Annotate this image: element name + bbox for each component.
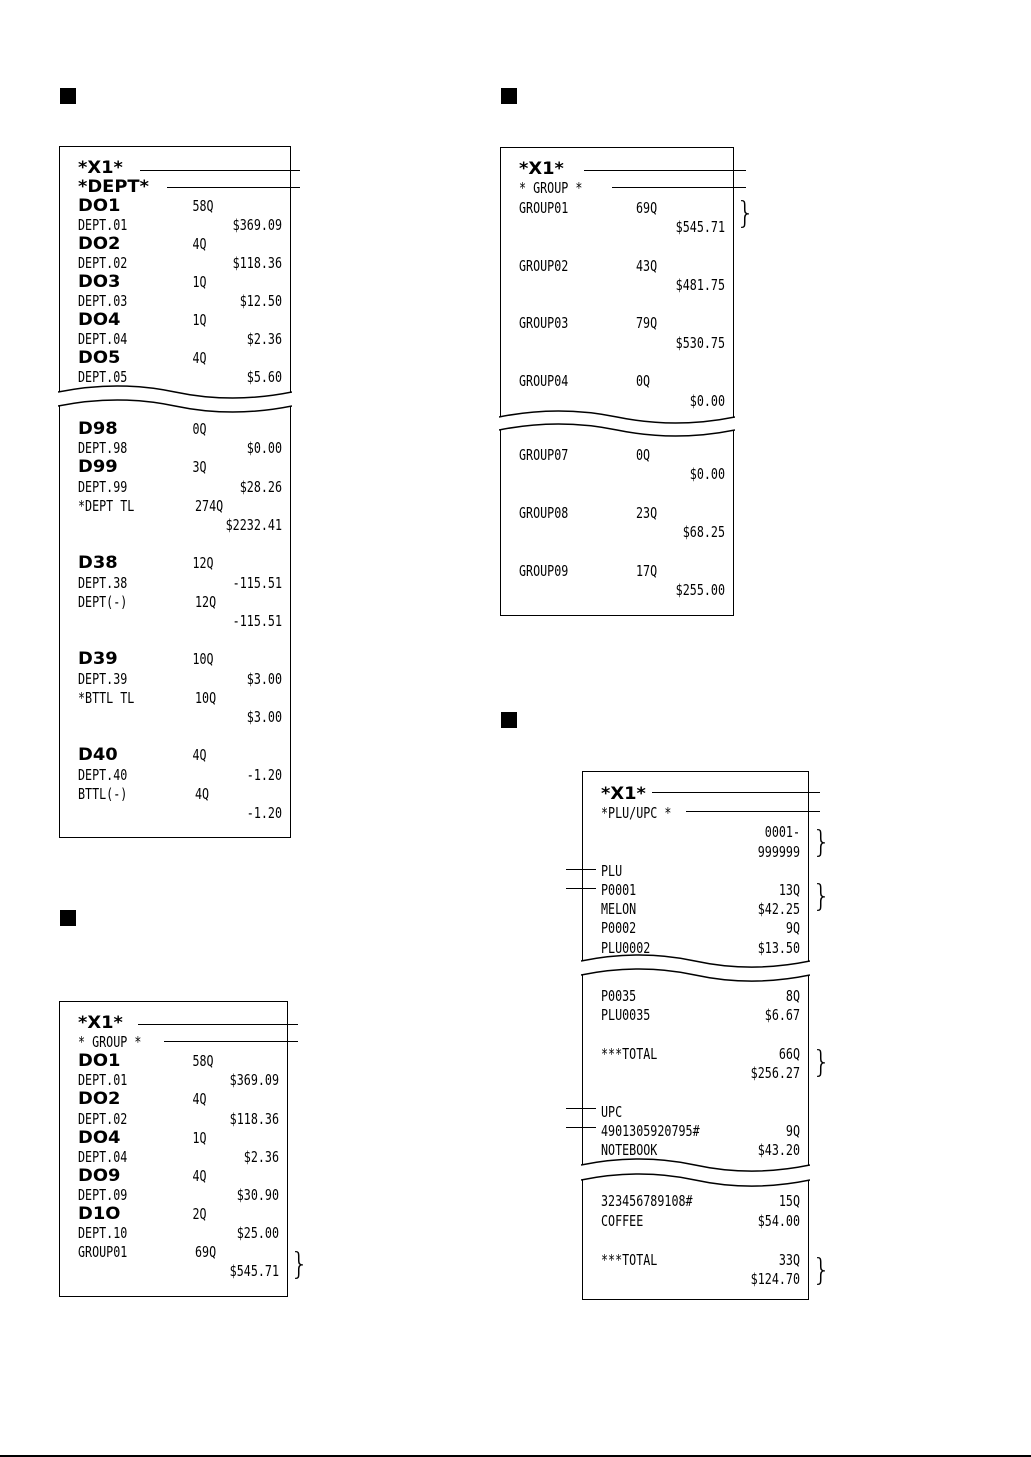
receipt-quantity: 4Q xyxy=(195,784,210,803)
receipt-amount: -1.20 xyxy=(246,804,282,822)
receipt-amount: $5.60 xyxy=(246,368,282,386)
receipt-amount: $369.09 xyxy=(232,216,282,234)
receipt-line xyxy=(601,900,800,919)
receipt-amount: 9Q xyxy=(785,1122,800,1141)
receipt-label: DEPT.39 xyxy=(78,669,128,688)
receipt-amount: 0001- xyxy=(764,823,800,842)
dept-receipt-bottom xyxy=(59,406,291,838)
receipt-line xyxy=(519,523,725,542)
receipt-amount: 15Q xyxy=(778,1192,800,1210)
receipt-label: ***TOTAL xyxy=(601,1250,658,1269)
receipt-label: P0002 xyxy=(601,919,637,938)
receipt-amount: $530.75 xyxy=(675,333,725,352)
receipt-line xyxy=(78,689,282,708)
receipt-line xyxy=(78,1071,279,1090)
receipt-line xyxy=(601,1045,800,1064)
receipt-amount: -115.51 xyxy=(232,612,282,630)
receipt-amount: 33Q xyxy=(778,1250,800,1269)
receipt-amount: 8Q xyxy=(785,987,800,1005)
receipt-label: GROUP07 xyxy=(519,446,569,464)
receipt-line xyxy=(78,330,282,349)
receipt-line xyxy=(78,1167,279,1186)
receipt-line xyxy=(519,543,725,562)
receipt-line xyxy=(601,1212,800,1231)
receipt-label: *BTTL TL xyxy=(78,688,135,707)
receipt-line xyxy=(78,420,282,439)
receipt-line xyxy=(601,1141,800,1160)
receipt-line xyxy=(78,535,282,554)
receipt-amount: $6.67 xyxy=(764,1006,800,1025)
receipt-quantity: 69Q xyxy=(195,1243,217,1262)
receipt-line xyxy=(78,497,282,516)
receipt-amount: $54.00 xyxy=(757,1211,800,1230)
section-marker-group xyxy=(501,88,517,104)
receipt-quantity: 23Q xyxy=(636,503,658,522)
receipt-line xyxy=(519,392,725,411)
receipt-line xyxy=(519,372,725,391)
receipt-line xyxy=(78,1243,279,1262)
receipt-label: BTTL(-) xyxy=(78,784,128,803)
receipt-line xyxy=(78,216,282,235)
receipt-line xyxy=(601,1006,800,1025)
receipt-line xyxy=(519,276,725,295)
brace-icon: } xyxy=(812,879,832,914)
receipt-label: DEPT.38 xyxy=(78,573,128,592)
receipt-label: D1O xyxy=(78,1204,121,1224)
receipt-label: DEPT.03 xyxy=(78,292,128,310)
receipt-label: D40 xyxy=(78,745,118,766)
receipt-label: DEPT.98 xyxy=(78,439,128,458)
receipt-quantity: 79Q xyxy=(636,314,658,333)
receipt-label: DEPT.40 xyxy=(78,765,128,784)
receipt-amount: 9Q xyxy=(785,919,800,938)
receipt-amount: $3.00 xyxy=(246,708,282,726)
receipt-line xyxy=(78,1224,279,1243)
receipt-label: GROUP02 xyxy=(519,256,569,275)
receipt-quantity: 4Q xyxy=(191,349,207,367)
receipt-label: DEPT.01 xyxy=(78,216,128,234)
receipt-line xyxy=(78,368,282,387)
receipt-label: DO9 xyxy=(78,1165,121,1186)
receipt-line xyxy=(78,631,282,650)
receipt-amount: $28.26 xyxy=(239,477,282,496)
receipt-line xyxy=(78,1205,279,1224)
receipt-quantity: 1Q xyxy=(191,273,207,291)
receipt-amount: -1.20 xyxy=(246,765,282,784)
receipt-amount: $43.20 xyxy=(757,1141,800,1160)
receipt-line xyxy=(78,1110,279,1129)
receipt-label: GROUP08 xyxy=(519,503,569,522)
receipt-line xyxy=(519,218,725,237)
receipt-label: DEPT.99 xyxy=(78,477,128,496)
receipt-quantity: 10Q xyxy=(195,688,217,707)
leader-line xyxy=(167,187,300,188)
receipt-line xyxy=(601,1122,800,1141)
receipt-line xyxy=(78,197,282,216)
receipt-amount: $124.70 xyxy=(750,1270,800,1288)
section-marker-dept xyxy=(60,88,76,104)
section-marker-plu xyxy=(501,712,517,728)
receipt-line xyxy=(601,919,800,938)
receipt-label: DO2 xyxy=(78,1089,121,1110)
receipt-line xyxy=(78,554,282,573)
receipt-quantity: 43Q xyxy=(636,256,658,275)
receipt-label: *X1* xyxy=(601,784,646,804)
receipt-line xyxy=(78,1129,279,1148)
receipt-line xyxy=(78,439,282,458)
receipt-label: GROUP09 xyxy=(519,561,569,580)
receipt-line xyxy=(78,708,282,727)
receipt-line xyxy=(601,1084,800,1103)
receipt-label: *X1* xyxy=(78,158,123,178)
receipt-amount: $3.00 xyxy=(246,669,282,688)
receipt-line xyxy=(78,235,282,254)
receipt-label: GROUP01 xyxy=(78,1243,128,1262)
receipt-label: D98 xyxy=(78,419,118,439)
receipt-label: * GROUP * xyxy=(519,179,583,198)
receipt-label: PLU0002 xyxy=(601,938,651,957)
plu-receipt-2 xyxy=(582,975,809,1165)
receipt-label: MELON xyxy=(601,900,637,919)
receipt-quantity: 4Q xyxy=(191,235,207,253)
receipt-line xyxy=(601,987,800,1006)
receipt-amount: $545.71 xyxy=(229,1262,279,1281)
receipt-label: DEPT.09 xyxy=(78,1185,128,1204)
receipt-quantity: 12Q xyxy=(191,554,214,573)
receipt-quantity: 4Q xyxy=(191,1166,207,1185)
receipt-line xyxy=(519,465,725,484)
receipt-label: *X1* xyxy=(78,1013,123,1033)
receipt-amount: $30.90 xyxy=(236,1185,279,1204)
receipt-line xyxy=(78,1186,279,1205)
receipt-label: D99 xyxy=(78,457,118,478)
receipt-label: DEPT.04 xyxy=(78,330,128,348)
receipt-label: DEPT.02 xyxy=(78,1109,128,1128)
receipt-line xyxy=(601,1064,800,1083)
receipt-amount: -115.51 xyxy=(232,573,282,592)
receipt-line xyxy=(519,314,725,333)
receipt-amount: $256.27 xyxy=(750,1064,800,1083)
receipt-line xyxy=(601,881,800,900)
receipt-quantity: 3Q xyxy=(191,458,207,477)
receipt-line xyxy=(78,292,282,311)
receipt-amount: $255.00 xyxy=(675,581,725,600)
receipt-quantity: 0Q xyxy=(191,420,207,438)
brace-icon: } xyxy=(290,1247,310,1282)
receipt-line xyxy=(78,311,282,330)
leader-line xyxy=(566,1127,596,1128)
receipt-label: PLU0035 xyxy=(601,1006,651,1025)
receipt-line xyxy=(78,1090,279,1109)
receipt-quantity: 0Q xyxy=(636,446,651,464)
receipt-amount: $545.71 xyxy=(675,217,725,236)
receipt-label: *X1* xyxy=(519,159,564,179)
receipt-line xyxy=(78,804,282,823)
receipt-amount: $2.36 xyxy=(246,330,282,348)
plu-receipt-1 xyxy=(582,771,809,961)
receipt-label: 323456789108# xyxy=(601,1192,693,1210)
receipt-line xyxy=(78,727,282,746)
receipt-amount: $13.50 xyxy=(757,938,800,957)
receipt-label: DEPT.01 xyxy=(78,1071,128,1090)
receipt-amount: $68.25 xyxy=(682,523,725,542)
receipt-line xyxy=(519,295,725,314)
leader-line xyxy=(566,1108,596,1109)
receipt-line xyxy=(601,1026,800,1045)
receipt-line xyxy=(78,478,282,497)
brace-icon: } xyxy=(812,1253,832,1288)
receipt-label: GROUP04 xyxy=(519,372,569,391)
receipt-amount: $369.09 xyxy=(229,1071,279,1090)
plu-receipt-3 xyxy=(582,1180,809,1300)
leader-line xyxy=(566,869,596,870)
receipt-amount: $118.36 xyxy=(232,254,282,272)
leader-line xyxy=(612,187,746,188)
receipt-line xyxy=(519,257,725,276)
receipt-quantity: 12Q xyxy=(195,592,217,611)
receipt-label: DO1 xyxy=(78,196,121,216)
receipt-line xyxy=(78,670,282,689)
receipt-line xyxy=(78,349,282,368)
dept-receipt-top xyxy=(59,146,291,392)
receipt-quantity: 58Q xyxy=(191,197,214,215)
receipt-label: 4901305920795# xyxy=(601,1122,700,1141)
leader-line xyxy=(566,888,596,889)
receipt-line xyxy=(601,804,800,823)
receipt-line xyxy=(519,179,725,198)
receipt-line xyxy=(78,1262,279,1281)
receipt-label: DO4 xyxy=(78,310,121,330)
receipt-line xyxy=(601,1270,800,1289)
receipt-label: ***TOTAL xyxy=(601,1044,658,1063)
receipt-line xyxy=(78,1052,279,1071)
receipt-amount: $2.36 xyxy=(243,1147,279,1166)
group-dept-receipt xyxy=(59,1001,288,1297)
receipt-quantity: 10Q xyxy=(191,650,214,669)
leader-line xyxy=(164,1041,298,1042)
receipt-label: PLU xyxy=(601,861,623,880)
receipt-amount: $481.75 xyxy=(675,275,725,294)
receipt-amount: $42.25 xyxy=(757,900,800,919)
receipt-label: GROUP01 xyxy=(519,198,569,217)
receipt-line xyxy=(601,843,800,862)
receipt-line xyxy=(78,785,282,804)
brace-icon: } xyxy=(812,825,832,860)
receipt-label: DEPT(-) xyxy=(78,592,128,611)
leader-line xyxy=(652,792,820,793)
receipt-quantity: 4Q xyxy=(191,746,207,765)
receipt-line xyxy=(519,199,725,218)
receipt-label: D39 xyxy=(78,649,118,670)
receipt-line xyxy=(78,593,282,612)
receipt-line xyxy=(78,516,282,535)
receipt-quantity: 17Q xyxy=(636,561,658,580)
receipt-label: DEPT.02 xyxy=(78,254,128,272)
receipt-line xyxy=(78,159,282,178)
receipt-label: UPC xyxy=(601,1102,623,1121)
receipt-line xyxy=(78,650,282,669)
receipt-amount: $0.00 xyxy=(689,465,725,484)
receipt-amount: $12.50 xyxy=(239,292,282,310)
receipt-line xyxy=(78,1148,279,1167)
receipt-line xyxy=(519,334,725,353)
receipt-label: GROUP03 xyxy=(519,314,569,333)
receipt-line xyxy=(601,785,800,804)
receipt-line xyxy=(78,612,282,631)
receipt-label: DO1 xyxy=(78,1051,121,1072)
receipt-line xyxy=(601,1103,800,1122)
receipt-amount: 13Q xyxy=(778,881,800,899)
receipt-line xyxy=(601,823,800,842)
receipt-label: NOTEBOOK xyxy=(601,1141,658,1160)
receipt-line xyxy=(78,273,282,292)
receipt-line xyxy=(519,353,725,372)
receipt-line xyxy=(601,939,800,958)
receipt-quantity: 1Q xyxy=(191,311,207,329)
receipt-label: DEPT.04 xyxy=(78,1147,128,1166)
receipt-label: *PLU/UPC * xyxy=(601,804,672,823)
receipt-amount: 999999 xyxy=(757,842,800,861)
receipt-line xyxy=(78,574,282,593)
receipt-amount: 66Q xyxy=(778,1044,800,1063)
receipt-line xyxy=(78,746,282,765)
section-marker-group-dept xyxy=(60,910,76,926)
receipt-amount: $0.00 xyxy=(689,391,725,410)
receipt-line xyxy=(601,1251,800,1270)
receipt-line xyxy=(519,237,725,256)
receipt-label: DO5 xyxy=(78,348,121,368)
receipt-label: P0035 xyxy=(601,987,637,1005)
brace-icon: } xyxy=(812,1045,832,1080)
receipt-line xyxy=(519,504,725,523)
receipt-line xyxy=(519,446,725,465)
receipt-line xyxy=(78,1033,279,1052)
receipt-line xyxy=(78,766,282,785)
receipt-line xyxy=(519,562,725,581)
receipt-line xyxy=(519,581,725,600)
leader-line xyxy=(584,170,746,171)
receipt-quantity: 69Q xyxy=(636,198,658,217)
group-receipt-bottom xyxy=(500,430,734,616)
receipt-line xyxy=(601,862,800,881)
receipt-amount: $0.00 xyxy=(246,439,282,458)
brace-icon: } xyxy=(736,196,756,231)
receipt-line xyxy=(519,485,725,504)
receipt-quantity: 2Q xyxy=(191,1205,207,1223)
receipt-quantity: 0Q xyxy=(636,372,651,391)
receipt-label: * GROUP * xyxy=(78,1033,142,1052)
receipt-line xyxy=(78,254,282,273)
receipt-label: DEPT.10 xyxy=(78,1224,128,1243)
receipt-line xyxy=(601,1231,800,1250)
receipt-label: DO2 xyxy=(78,234,121,254)
receipt-amount: $25.00 xyxy=(236,1224,279,1243)
receipt-label: *DEPT* xyxy=(78,177,149,197)
receipt-quantity: 58Q xyxy=(191,1052,214,1071)
receipt-label: D38 xyxy=(78,553,118,574)
receipt-label: COFFEE xyxy=(601,1211,644,1230)
receipt-line xyxy=(78,458,282,477)
receipt-amount: $2232.41 xyxy=(225,516,282,534)
receipt-amount: $118.36 xyxy=(229,1109,279,1128)
receipt-label: P0001 xyxy=(601,881,637,899)
leader-line xyxy=(686,811,820,812)
receipt-label: DO3 xyxy=(78,272,121,292)
receipt-quantity: 274Q xyxy=(195,496,224,515)
receipt-quantity: 4Q xyxy=(191,1090,207,1109)
receipt-quantity: 1Q xyxy=(191,1128,207,1147)
leader-line xyxy=(140,170,300,171)
receipt-label: DEPT.05 xyxy=(78,368,128,386)
leader-line xyxy=(138,1024,298,1025)
receipt-line xyxy=(601,1192,800,1211)
receipt-label: *DEPT TL xyxy=(78,496,135,515)
receipt-label: DO4 xyxy=(78,1127,121,1148)
